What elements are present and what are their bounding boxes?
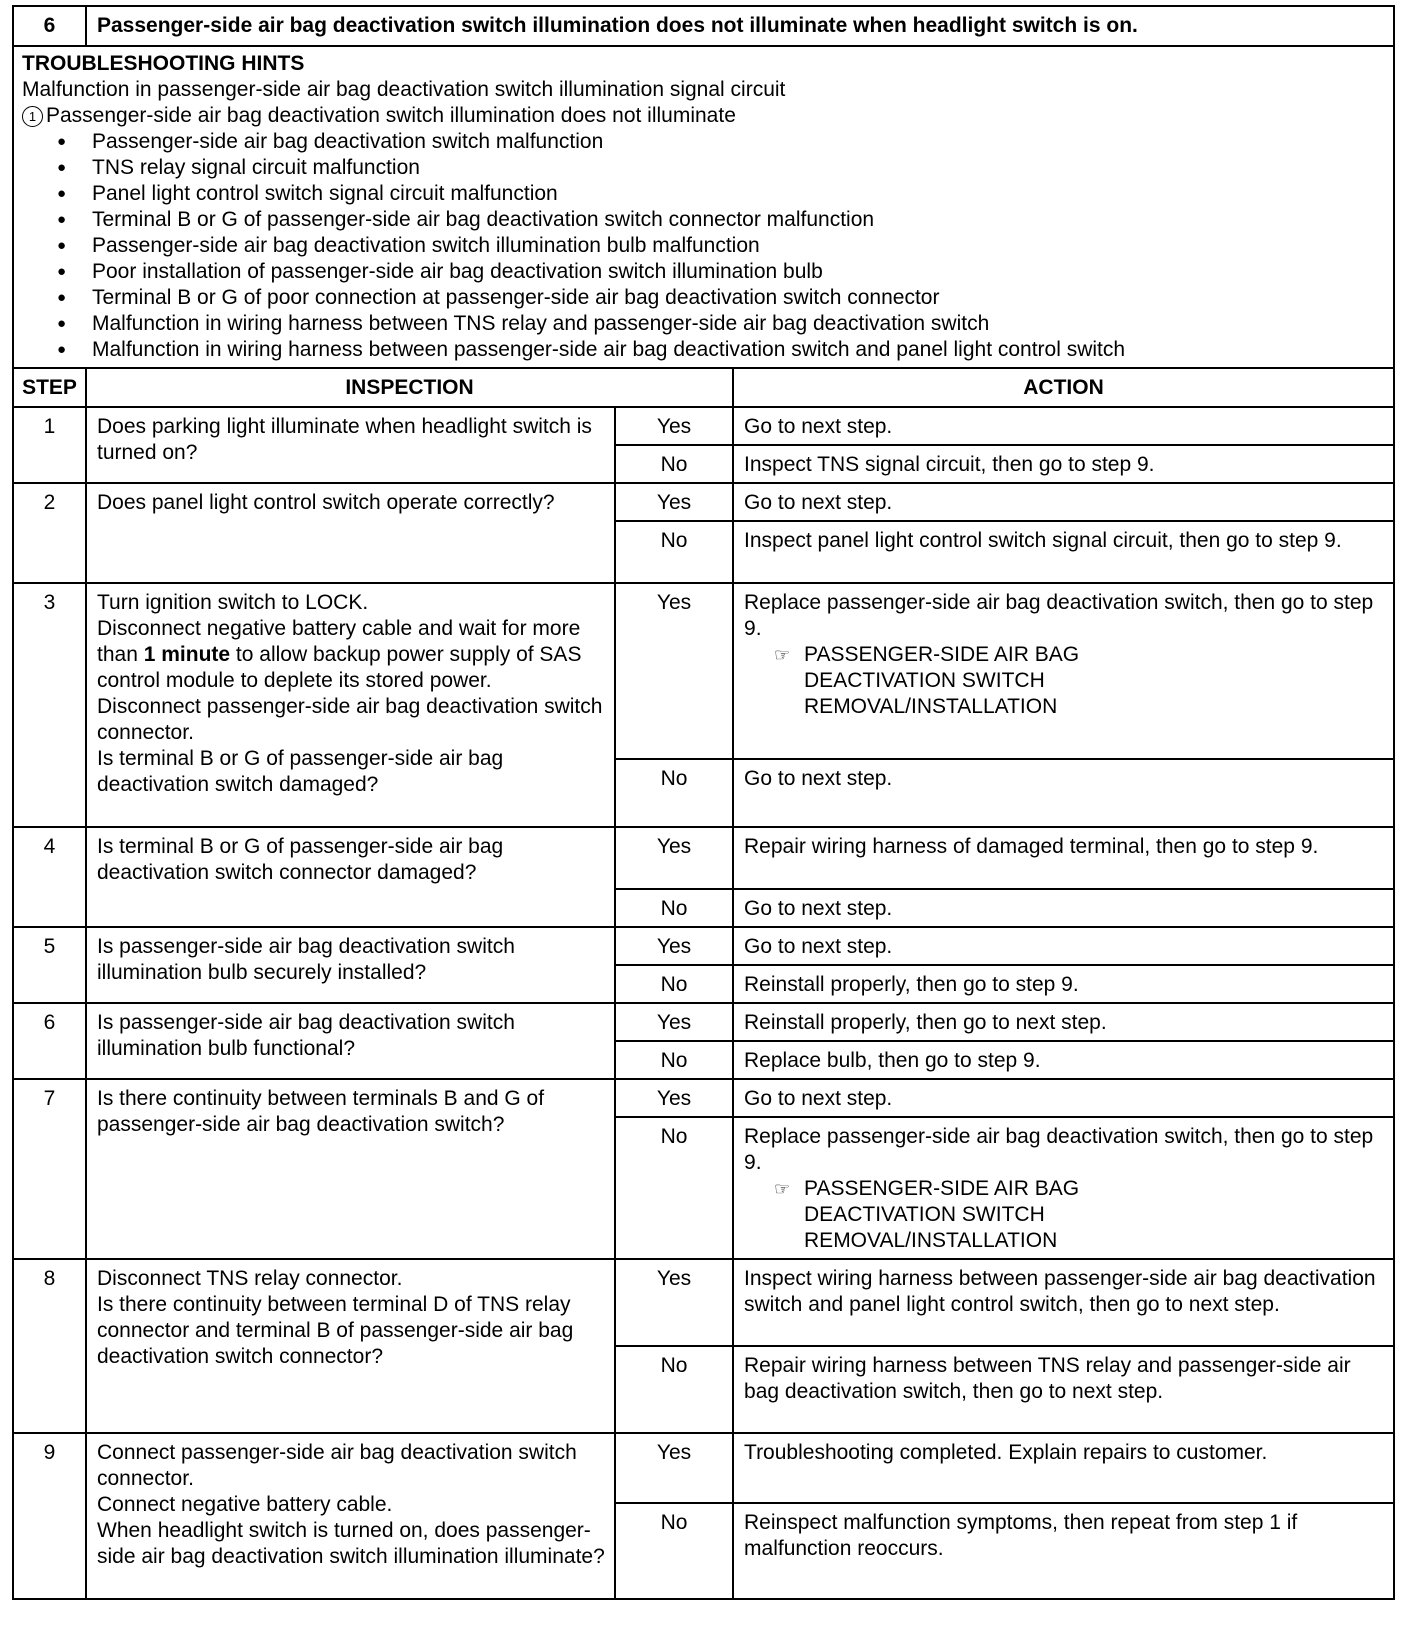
inspection-text: Is passenger-side air bag deactivation switch illumination bulb securely installed?: [86, 927, 615, 1003]
inspection-line: Turn ignition switch to LOCK.: [97, 591, 369, 614]
no-label: No: [615, 1503, 733, 1599]
step-number: 7: [13, 1079, 86, 1259]
yes-label: Yes: [615, 1433, 733, 1503]
no-action: Go to next step.: [733, 759, 1394, 827]
step-number: 1: [13, 407, 86, 483]
inspection-line: Connect negative battery cable.: [97, 1493, 393, 1516]
no-action: Inspect TNS signal circuit, then go to step 9.: [733, 445, 1394, 483]
list-item: ● Passenger-side air bag deactivation switch malfunction: [22, 129, 1385, 155]
hints-bullet-list: [22, 129, 1385, 363]
pointing-hand-icon: ☞: [774, 645, 791, 665]
inspection-table: [12, 367, 1395, 1600]
hints-line-2: [22, 103, 1385, 129]
yes-action: Troubleshooting completed. Explain repairs to customer.: [733, 1433, 1394, 1503]
inspection-text: Is passenger-side air bag deactivation switch illumination bulb functional?: [86, 1003, 615, 1079]
table-row: [13, 483, 1394, 521]
section-title: Passenger-side air bag deactivation switch illumination does not illuminate when headlight switch is on.: [86, 6, 1394, 46]
yes-label: Yes: [615, 483, 733, 521]
inspection-line: Disconnect TNS relay connector.: [97, 1267, 403, 1290]
list-item: ● Passenger-side air bag deactivation switch illumination bulb malfunction: [22, 233, 1385, 259]
step-number: 3: [13, 583, 86, 827]
column-header-inspection: INSPECTION: [86, 368, 733, 407]
no-action: Replace bulb, then go to step 9.: [733, 1041, 1394, 1079]
inspection-text: Does panel light control switch operate correctly?: [86, 483, 615, 583]
no-label: No: [615, 759, 733, 827]
hints-line-1: Malfunction in passenger-side air bag deactivation switch illumination signal circuit: [22, 78, 786, 101]
no-action: Go to next step.: [733, 889, 1394, 927]
step-number: 4: [13, 827, 86, 927]
hints-line-2-text: Passenger-side air bag deactivation switch illumination does not illuminate: [46, 104, 736, 127]
action-text: Replace passenger-side air bag deactivation switch, then go to step 9.: [744, 1125, 1374, 1174]
yes-action: Go to next step.: [733, 927, 1394, 965]
no-label: No: [615, 965, 733, 1003]
yes-action: [733, 583, 1394, 759]
troubleshooting-sheet: [12, 5, 1395, 1600]
inspection-line: Is terminal B or G of passenger-side air bag deactivation switch damaged?: [97, 747, 504, 796]
hints-heading: TROUBLESHOOTING HINTS: [22, 52, 305, 75]
reference-text: PASSENGER-SIDE AIR BAG DEACTIVATION SWITCH REMOVAL/INSTALLATION: [804, 1177, 1080, 1252]
inspection-fragment: to allow backup power supply of SAS control module to deplete its stored power.: [97, 643, 582, 692]
list-item: ● Malfunction in wiring harness between passenger-side air bag deactivation switch and panel light control switch: [22, 337, 1385, 363]
yes-action: Go to next step.: [733, 1079, 1394, 1117]
reference-link[interactable]: [744, 1176, 1385, 1254]
no-label: No: [615, 445, 733, 483]
column-header-step: STEP: [13, 368, 86, 407]
table-row: [13, 827, 1394, 889]
no-action: Reinstall properly, then go to step 9.: [733, 965, 1394, 1003]
step-number: 9: [13, 1433, 86, 1599]
table-row: [13, 1079, 1394, 1117]
list-item: ● TNS relay signal circuit malfunction: [22, 155, 1385, 181]
title-table: [12, 5, 1395, 369]
yes-label: Yes: [615, 927, 733, 965]
inspection-text: Does parking light illuminate when headlight switch is turned on?: [86, 407, 615, 483]
no-label: No: [615, 1346, 733, 1433]
no-action: [733, 1117, 1394, 1259]
yes-label: Yes: [615, 407, 733, 445]
yes-label: Yes: [615, 1259, 733, 1346]
yes-action: Repair wiring harness of damaged terminal, then go to step 9.: [733, 827, 1394, 889]
no-label: No: [615, 889, 733, 927]
column-header-action: ACTION: [733, 368, 1394, 407]
circled-number: 1: [22, 106, 43, 127]
step-number: 6: [13, 1003, 86, 1079]
pointing-hand-icon: ☞: [774, 1179, 791, 1199]
yes-action: Go to next step.: [733, 407, 1394, 445]
yes-label: Yes: [615, 827, 733, 889]
yes-action: Reinstall properly, then go to next step.: [733, 1003, 1394, 1041]
table-row: [13, 1259, 1394, 1346]
inspection-line: [97, 616, 606, 694]
table-row: [13, 1433, 1394, 1503]
inspection-text: Is there continuity between terminals B and G of passenger-side air bag deactivation switch?: [86, 1079, 615, 1259]
no-action: Repair wiring harness between TNS relay and passenger-side air bag deactivation switch, then go to next step.: [733, 1346, 1394, 1433]
table-row: [13, 1003, 1394, 1041]
yes-action: Inspect wiring harness between passenger-side air bag deactivation switch and panel light control switch, then go to next step.: [733, 1259, 1394, 1346]
table-header-row: [13, 368, 1394, 407]
inspection-line: Connect passenger-side air bag deactivation switch connector.: [97, 1441, 577, 1490]
inspection-fragment: Disconnect negative battery cable and wait for more than: [97, 617, 581, 666]
yes-label: Yes: [615, 583, 733, 759]
list-item: ● Panel light control switch signal circuit malfunction: [22, 181, 1385, 207]
inspection-text: [86, 583, 615, 827]
inspection-line: When headlight switch is turned on, does passenger-side air bag deactivation switch illumination illuminate?: [97, 1519, 605, 1568]
inspection-text: [86, 1259, 615, 1433]
table-row: [13, 407, 1394, 445]
no-label: No: [615, 1117, 733, 1259]
step-number: 5: [13, 927, 86, 1003]
section-number: 6: [13, 6, 86, 46]
yes-label: Yes: [615, 1003, 733, 1041]
inspection-line: Is there continuity between terminal D of TNS relay connector and terminal B of passenger-side air bag deactivation switch connector?: [97, 1293, 574, 1368]
step-number: 2: [13, 483, 86, 583]
no-label: No: [615, 1041, 733, 1079]
inspection-text: [86, 1433, 615, 1599]
no-action: Reinspect malfunction symptoms, then repeat from step 1 if malfunction reoccurs.: [733, 1503, 1394, 1599]
yes-action: Go to next step.: [733, 483, 1394, 521]
list-item: ● Terminal B or G of poor connection at passenger-side air bag deactivation switch connector: [22, 285, 1385, 311]
action-text: Replace passenger-side air bag deactivation switch, then go to step 9.: [744, 591, 1374, 640]
inspection-text: Is terminal B or G of passenger-side air bag deactivation switch connector damaged?: [86, 827, 615, 927]
list-item: ● Terminal B or G of passenger-side air bag deactivation switch connector malfunction: [22, 207, 1385, 233]
step-number: 8: [13, 1259, 86, 1433]
list-item: ● Poor installation of passenger-side air bag deactivation switch illumination bulb: [22, 259, 1385, 285]
duration-emphasis: 1 minute: [143, 643, 231, 666]
table-row: [13, 583, 1394, 759]
reference-link[interactable]: [744, 642, 1385, 720]
list-item: ● Malfunction in wiring harness between TNS relay and passenger-side air bag deactivation switch: [22, 311, 1385, 337]
troubleshooting-hints: [13, 46, 1394, 368]
inspection-line: Disconnect passenger-side air bag deactivation switch connector.: [97, 695, 603, 744]
yes-label: Yes: [615, 1079, 733, 1117]
no-label: No: [615, 521, 733, 583]
table-row: [13, 927, 1394, 965]
no-action: Inspect panel light control switch signal circuit, then go to step 9.: [733, 521, 1394, 583]
reference-text: PASSENGER-SIDE AIR BAG DEACTIVATION SWITCH REMOVAL/INSTALLATION: [804, 643, 1080, 718]
